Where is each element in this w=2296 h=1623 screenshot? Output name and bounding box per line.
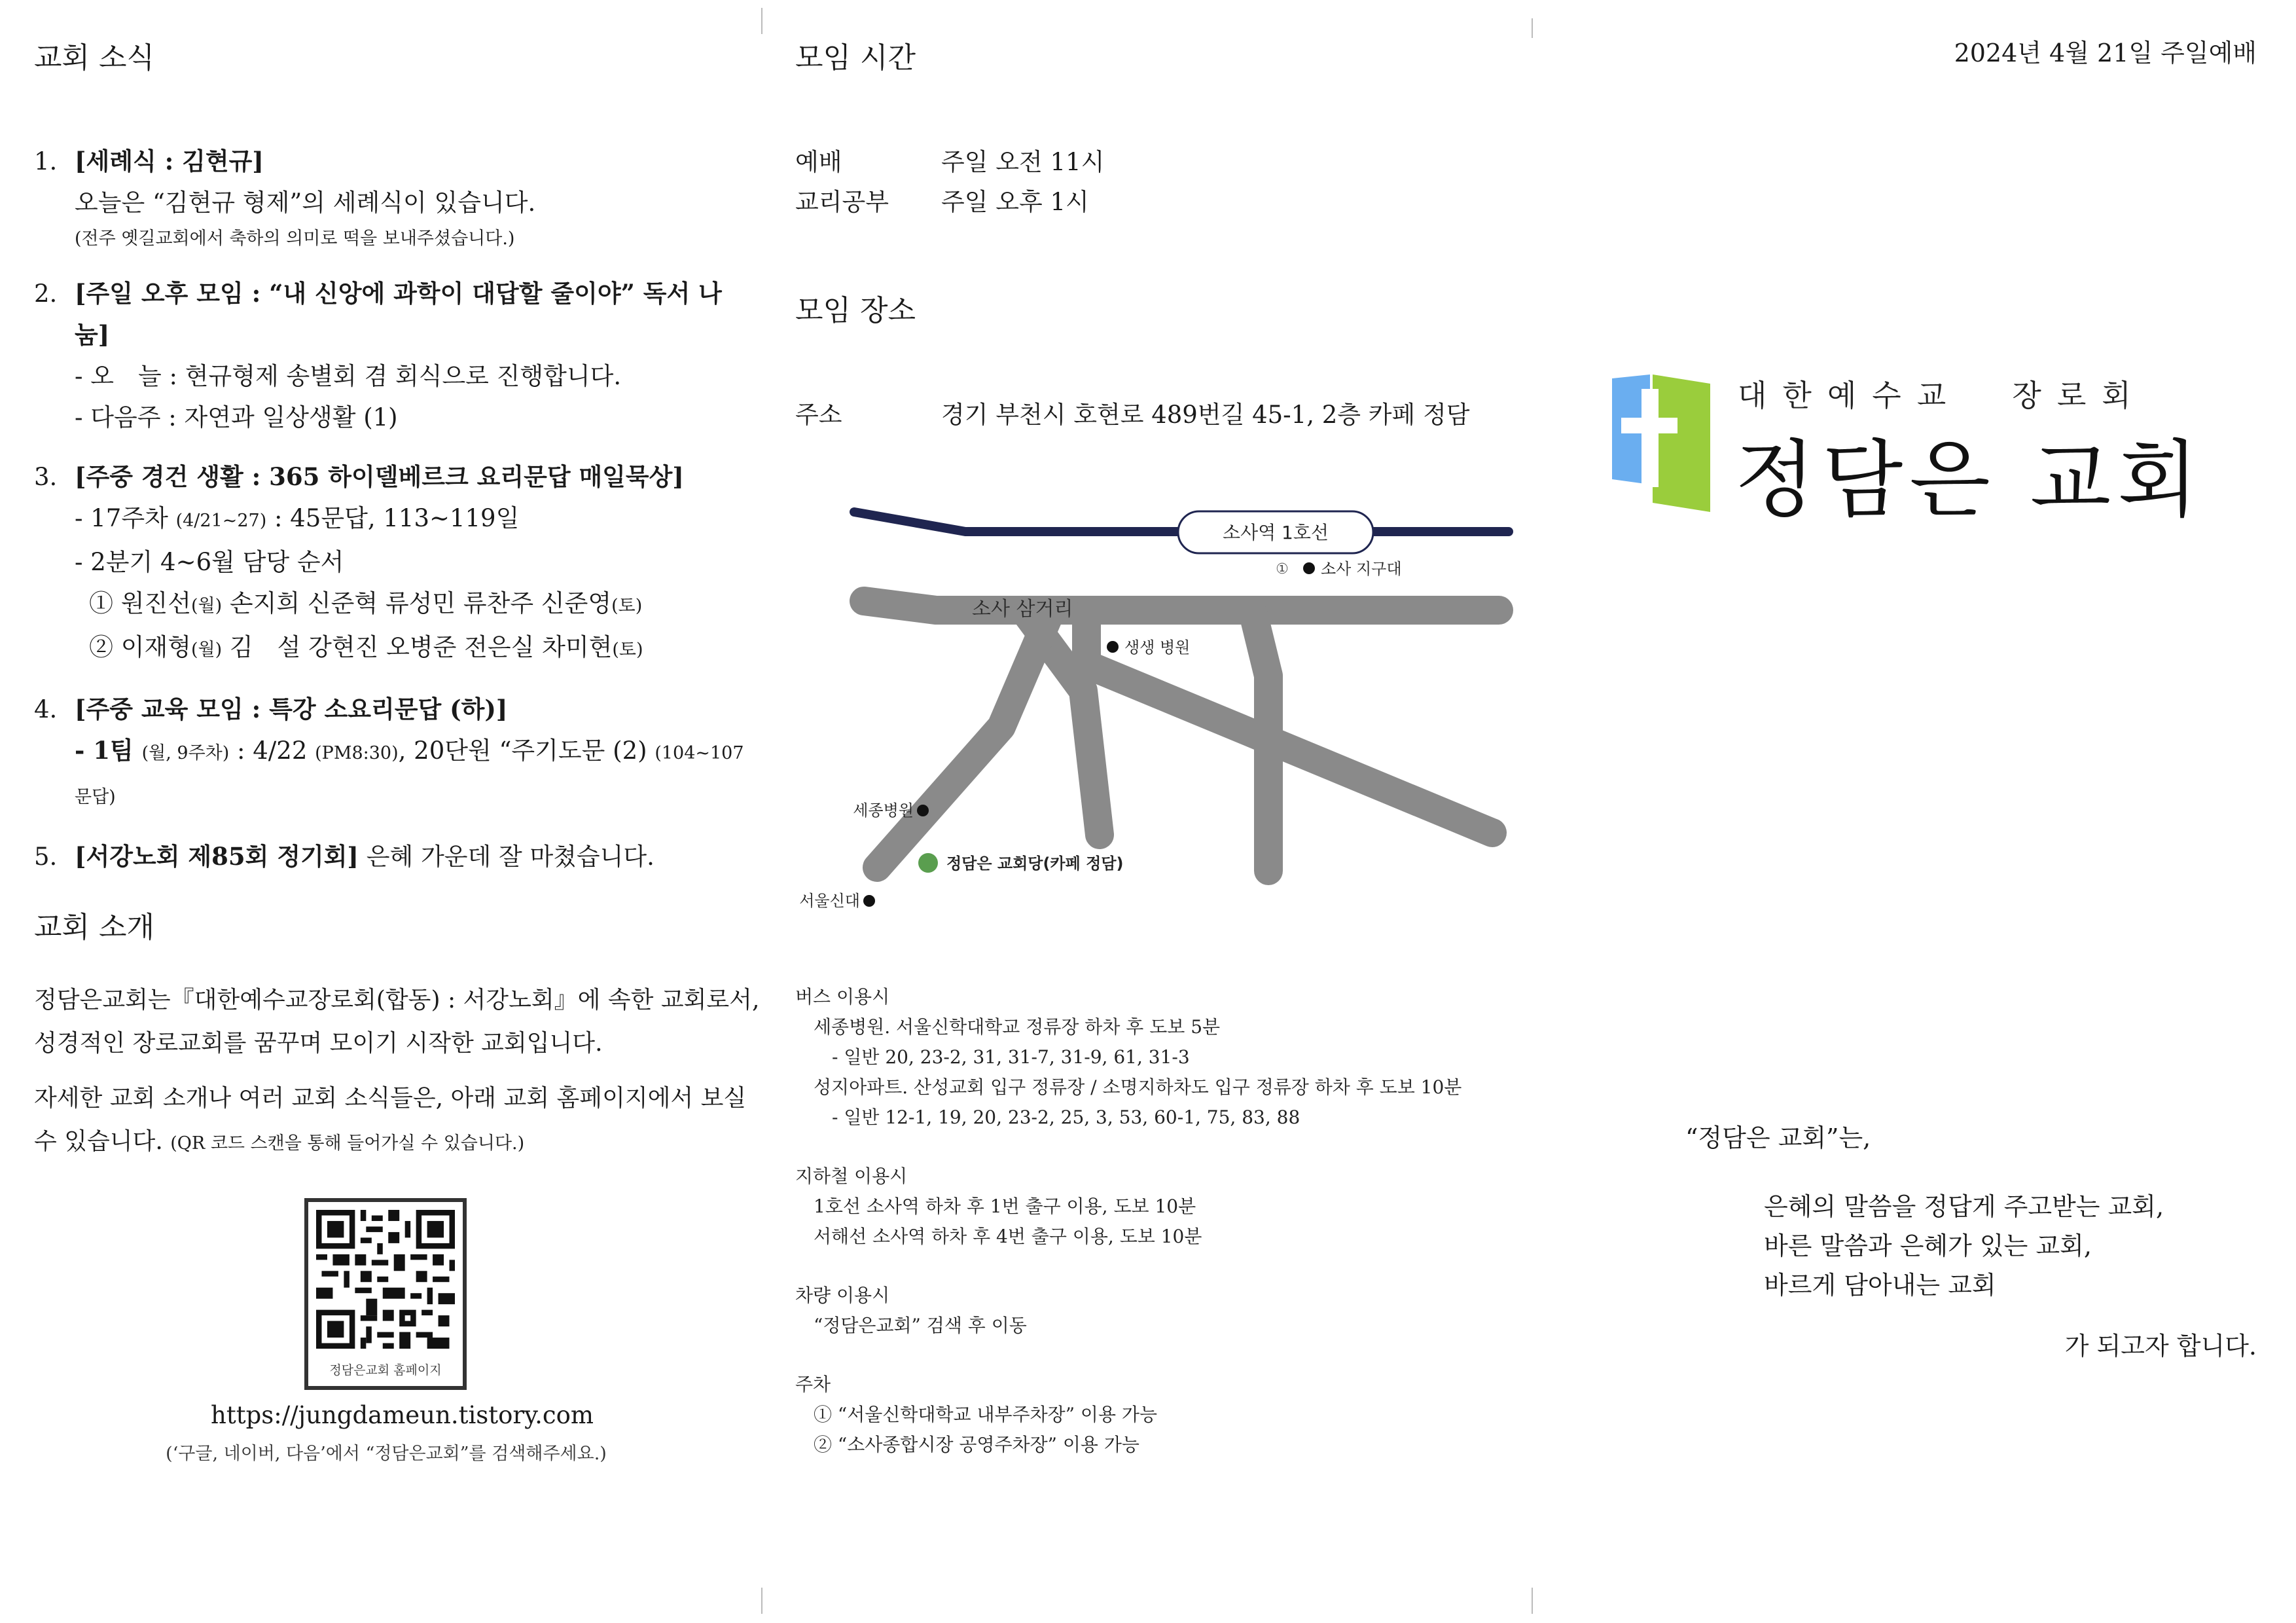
marker-dot (1303, 562, 1315, 574)
news-item-heading: [주일 오후 모임 : “내 신앙에 과학이 대답할 줄이야” 독서 나눔] (75, 279, 722, 349)
worship-time: 주일 오전 11시 (941, 148, 1105, 176)
qr-code-icon (316, 1210, 455, 1349)
quote-line: 바른 말씀과 은혜가 있는 교회, (1764, 1231, 2092, 1260)
car-line: “정담은교회” 검색 후 이동 (814, 1315, 1027, 1336)
place-title: 모임 장소 (795, 294, 916, 327)
homepage-link[interactable]: https://jungdameun.tistory.com (211, 1401, 594, 1429)
worship-label: 예배 (795, 148, 842, 176)
news-item-line: - 오 늘 : 현규형제 송별회 겸 회식으로 진행합니다. (75, 362, 622, 390)
news-item-line: ① 원진선(월) 손지희 신준혁 류성민 류찬주 신준영(토) (89, 589, 643, 617)
news-item: 5. [서강노회 제85회 정기회] 은혜 가운데 잘 마쳤습니다. (34, 836, 747, 877)
exit-number: ① (1276, 561, 1289, 577)
marker-dot (1107, 641, 1119, 653)
quote-line: 바르게 담아내는 교회 (1764, 1271, 1996, 1300)
transport-info (795, 982, 1482, 1460)
intro-title: 교회 소개 (34, 911, 155, 944)
news-title: 교회 소식 (34, 41, 155, 75)
location-map (785, 484, 1532, 930)
quote-line: “정담은 교회”는, (1685, 1123, 1871, 1152)
news-item-heading: [주중 경건 생활 : 365 하이델베르크 요리문답 매일묵상] (75, 462, 684, 491)
news-item-line: ② 이재형(월) 김 설 강현진 오병준 전은실 차미현(토) (89, 633, 643, 661)
time-title: 모임 시간 (795, 41, 916, 75)
quote-line: 은혜의 말씀을 정답게 주고받는 교회, (1764, 1192, 2164, 1221)
address-label: 주소 (795, 401, 842, 429)
parking-line: ② “소사종합시장 공영주차장” 이용 가능 (814, 1434, 1139, 1455)
hospital-label: 생생 병원 (1124, 638, 1191, 657)
homepage-note: (‘구글, 네이버, 다음’에서 “정담은교회”를 검색해주세요.) (166, 1444, 607, 1464)
intro-paragraph: 자세한 교회 소개나 여러 교회 소식들은, 아래 교회 홈페이지에서 보실 수 있습니다. (QR 코드 스캔을 통해 들어가실 수 있습니다.) (34, 1085, 747, 1155)
qr-code[interactable] (304, 1198, 467, 1390)
church-logo-icon (1612, 374, 1710, 512)
samgeori-label: 소사 삼거리 (972, 598, 1073, 621)
seoul-uni-label: 서울신대 (799, 892, 860, 910)
fold-mark (761, 1588, 762, 1614)
marker-dot (917, 805, 929, 816)
news-list (34, 141, 747, 896)
church-map-label: 정담은 교회당(카페 정담) (946, 854, 1124, 873)
bus-line: 세종병원. 서울신학대학교 정류장 하차 후 도보 5분 (814, 1016, 1221, 1038)
bus-line: - 일반 12-1, 19, 20, 23-2, 25, 3, 53, 60-1, 75, 83, 88 (832, 1106, 1300, 1128)
news-item-heading: [주중 교육 모임 : 특강 소요리문답 (하)] (75, 695, 508, 723)
marker-dot (863, 895, 875, 907)
news-item-line: - 다음주 : 자연과 일상생활 (1) (75, 403, 398, 431)
parking-line: ① “서울신학대학교 내부주차장” 이용 가능 (814, 1404, 1158, 1425)
fold-mark (761, 8, 762, 34)
car-title: 차량 이용시 (795, 1285, 890, 1306)
bus-line: - 일반 20, 23-2, 31, 31-7, 31-9, 61, 31-3 (832, 1046, 1190, 1068)
news-item: 2. [주일 오후 모임 : “내 신앙에 과학이 대답할 줄이야” 독서 나눔] - 오 늘 : 현규형제 송별회 겸 회식으로 진행합니다. - 다음주 : 자연과 일상생활 (1) (34, 273, 747, 438)
news-item-heading: [세례식 : 김현규] (75, 147, 264, 175)
news-item-line: [서강노회 제85회 정기회] 은혜 가운데 잘 마쳤습니다. (75, 842, 655, 871)
intro-paragraph: 정담은교회는『대한예수교장로회(합동) : 서강노회』에 속한 교회로서, 성경적인 장로교회를 꿈꾸며 모이기 시작한 교회입니다. (34, 987, 760, 1057)
news-item: 3. [주중 경건 생활 : 365 하이델베르크 요리문답 매일묵상] - 17주차 (4/21~27) : 45문답, 113~119일 - 2분기 4~6월 담당 순서 ① 원진선(월) 손지희 신준혁 류성민 류찬주 신준영(토) ② 이재형(월) 김 설 강현진 오병준 전은실 차미현(토) (34, 456, 747, 670)
news-item: 4. [주중 교육 모임 : 특강 소요리문답 (하)] - 1팀 (월, 9주차) : 4/22 (PM8:30), 20단원 “주기도문 (2) (104~107문답) (34, 689, 747, 818)
fold-mark (1532, 18, 1533, 38)
news-item: 1. [세례식 : 김현규] 오늘은 “김현규 형제”의 세례식이 있습니다. (전주 옛길교회에서 축하의 의미로 떡을 보내주셨습니다.) (34, 141, 747, 255)
jigudae-label: 소사 지구대 (1321, 560, 1402, 578)
news-item-note: (전주 옛길교회에서 축하의 의미로 떡을 보내주셨습니다.) (75, 228, 515, 249)
subway-line: 1호선 소사역 하차 후 1번 출구 이용, 도보 10분 (814, 1195, 1196, 1217)
intro-text (34, 979, 761, 1177)
study-label: 교리공부 (795, 188, 889, 216)
subway-title: 지하철 이용시 (795, 1165, 908, 1187)
denomination-label: 대한예수교 장로회 (1738, 378, 2147, 413)
church-marker (918, 853, 938, 873)
news-item-line: - 1팀 (월, 9주차) : 4/22 (PM8:30), 20단원 “주기도문 (2) (104~107문답) (75, 736, 744, 807)
address-value: 경기 부천시 호현로 489번길 45-1, 2층 카페 정담 (941, 401, 1470, 429)
service-date: 2024년 4월 21일 주일예배 (1954, 39, 2257, 67)
station-label: 소사역 1호선 (1223, 522, 1329, 543)
qr-caption: 정담은교회 홈페이지 (329, 1363, 442, 1377)
sejong-label: 세종병원 (853, 801, 914, 820)
church-name: 정담은 교회 (1734, 431, 2205, 529)
subway-line: 서해선 소사역 하차 후 4번 출구 이용, 도보 10분 (814, 1226, 1202, 1247)
quote-line: 가 되고자 합니다. (2064, 1332, 2257, 1360)
study-time: 주일 오후 1시 (941, 188, 1089, 216)
bus-title: 버스 이용시 (795, 986, 890, 1008)
bus-line: 성지아파트. 산성교회 입구 정류장 / 소명지하차도 입구 정류장 하차 후 도보 10분 (814, 1076, 1462, 1098)
news-item-line: - 17주차 (4/21~27) : 45문답, 113~119일 (75, 504, 520, 532)
fold-mark (1532, 1588, 1533, 1614)
news-item-line: - 2분기 4~6월 담당 순서 (75, 548, 344, 576)
news-item-line: 오늘은 “김현규 형제”의 세례식이 있습니다. (75, 189, 536, 217)
parking-title: 주차 (795, 1374, 831, 1395)
